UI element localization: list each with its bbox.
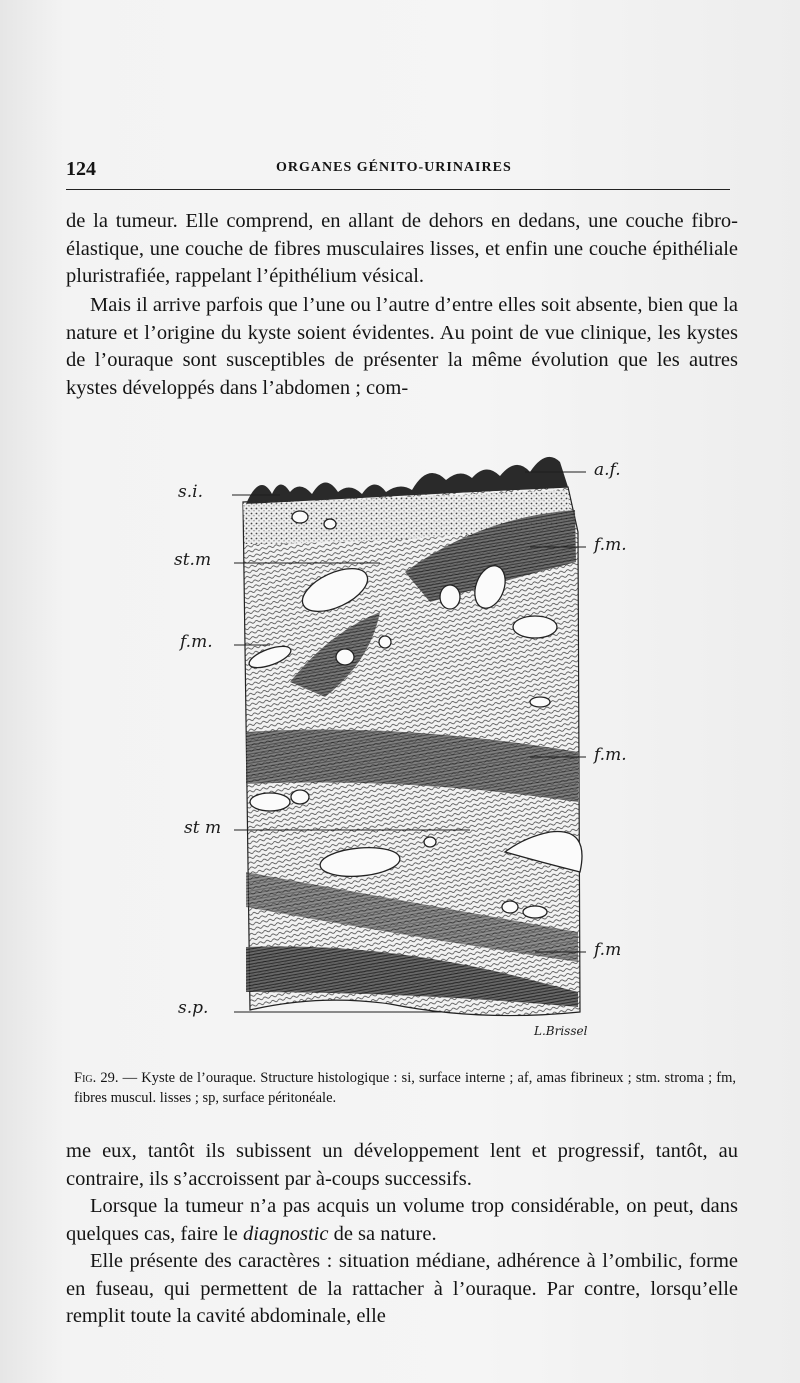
paragraph-3: me eux, tantôt ils subissent un développement lent et progressif, tantôt, au contraire, ils s’accroissent par à-coups successifs.: [66, 1140, 738, 1190]
label-fibres-left: f.m.: [180, 632, 213, 652]
caption-text: — Kyste de l’ouraque. Structure histologique : si, surface interne ; af, amas fibrineux ; stm. stroma ; fm, fibres muscul. lisses ; sp, surface péritonéale.: [74, 1070, 736, 1106]
artist-signature: L.Brissel: [534, 1024, 588, 1038]
paragraph-4-text: Lorsque la tumeur n’a pas acquis un volume trop considérable, on peut, dans quelques cas, faire le: [66, 1195, 738, 1245]
paragraph-4-tail: de sa nature.: [328, 1222, 437, 1245]
label-amas-fibrineux: a.f.: [594, 460, 621, 480]
histology-illustration: [150, 432, 650, 1057]
label-stroma-2: st m: [184, 818, 222, 838]
figure-number: Fig. 29.: [74, 1070, 119, 1086]
label-fibres-right-3: f.m: [594, 940, 622, 960]
figure-caption: [74, 1068, 736, 1108]
label-surface-interne: s.i.: [178, 482, 203, 502]
running-title: ORGANES GÉNITO-URINAIRES: [276, 160, 512, 175]
paragraph-5: Elle présente des caractères : situation médiane, adhérence à l’ombilic, forme en fuseau, qui permettent de la rattacher à l’ouraque. Par contre, lorsqu’elle remplit toute la cavité abdominale, elle: [66, 1250, 738, 1327]
paragraph-2: Mais il arrive parfois que l’une ou l’autre d’entre elles soit absente, bien que la nature et l’origine du kyste soient évidentes. Au point de vue clinique, les kystes de l’ouraque sont susceptibles de présenter la même évolution que les autres kystes développés dans l’abdomen ; com-: [66, 294, 738, 399]
label-surface-peritoneale: s.p.: [178, 998, 209, 1018]
histology-figure: [150, 432, 650, 1057]
label-stroma-1: st.m: [174, 550, 212, 570]
label-fibres-right-2: f.m.: [594, 745, 627, 765]
paragraph-1: de la tumeur. Elle comprend, en allant de dehors en dedans, une couche fibro-élastique, une couche de fibres musculaires lisses, et enfin une couche épithéliale pluristrafiée, rappelant l’épithélium vésical.: [66, 210, 738, 287]
paragraph-4-emphasis: diagnostic: [243, 1222, 329, 1245]
header-rule: [66, 189, 730, 190]
running-head: [66, 150, 736, 190]
label-fibres-right-1: f.m.: [594, 535, 627, 555]
page-number: 124: [66, 158, 96, 180]
paragraph-4: [66, 1193, 738, 1248]
